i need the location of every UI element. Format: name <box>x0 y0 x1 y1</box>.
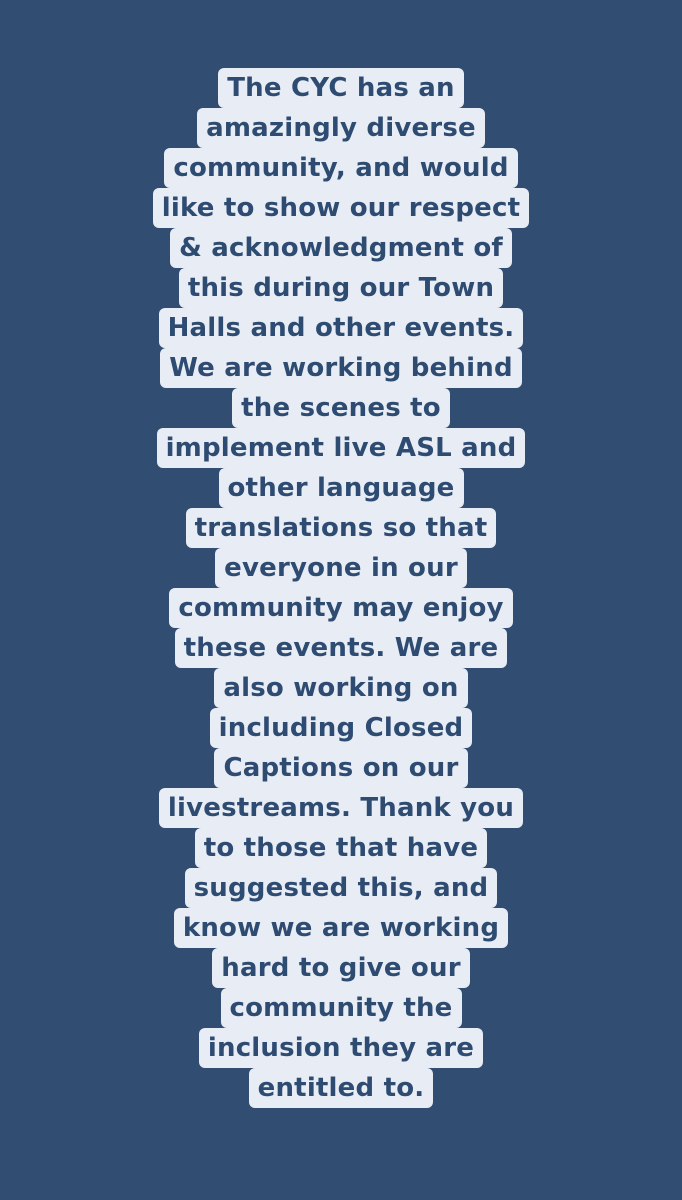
text-line: everyone in our <box>215 548 467 588</box>
text-line: The CYC has an <box>218 68 463 108</box>
text-line: also working on <box>214 668 467 708</box>
text-line: community, and would <box>164 148 517 188</box>
text-line: including Closed <box>210 708 473 748</box>
text-line: suggested this, and <box>185 868 498 908</box>
text-line: implement live ASL and <box>157 428 526 468</box>
text-line: community the <box>221 988 462 1028</box>
text-line: other language <box>219 468 464 508</box>
text-line: entitled to. <box>249 1068 434 1108</box>
text-line: amazingly diverse <box>197 108 485 148</box>
text-line: translations so that <box>186 508 497 548</box>
text-line: like to show our respect <box>153 188 529 228</box>
text-line: We are working behind <box>160 348 522 388</box>
text-line: Halls and other events. <box>159 308 524 348</box>
text-line: community may enjoy <box>169 588 512 628</box>
text-line: hard to give our <box>212 948 469 988</box>
text-line: know we are working <box>174 908 508 948</box>
text-line: livestreams. Thank you <box>159 788 523 828</box>
text-line: inclusion they are <box>199 1028 483 1068</box>
text-line: to those that have <box>195 828 488 868</box>
text-line: Captions on our <box>214 748 467 788</box>
story-text-block <box>0 68 682 1108</box>
text-line: & acknowledgment of <box>170 228 512 268</box>
text-line: these events. We are <box>175 628 508 668</box>
text-line: the scenes to <box>232 388 450 428</box>
text-line: this during our Town <box>179 268 503 308</box>
